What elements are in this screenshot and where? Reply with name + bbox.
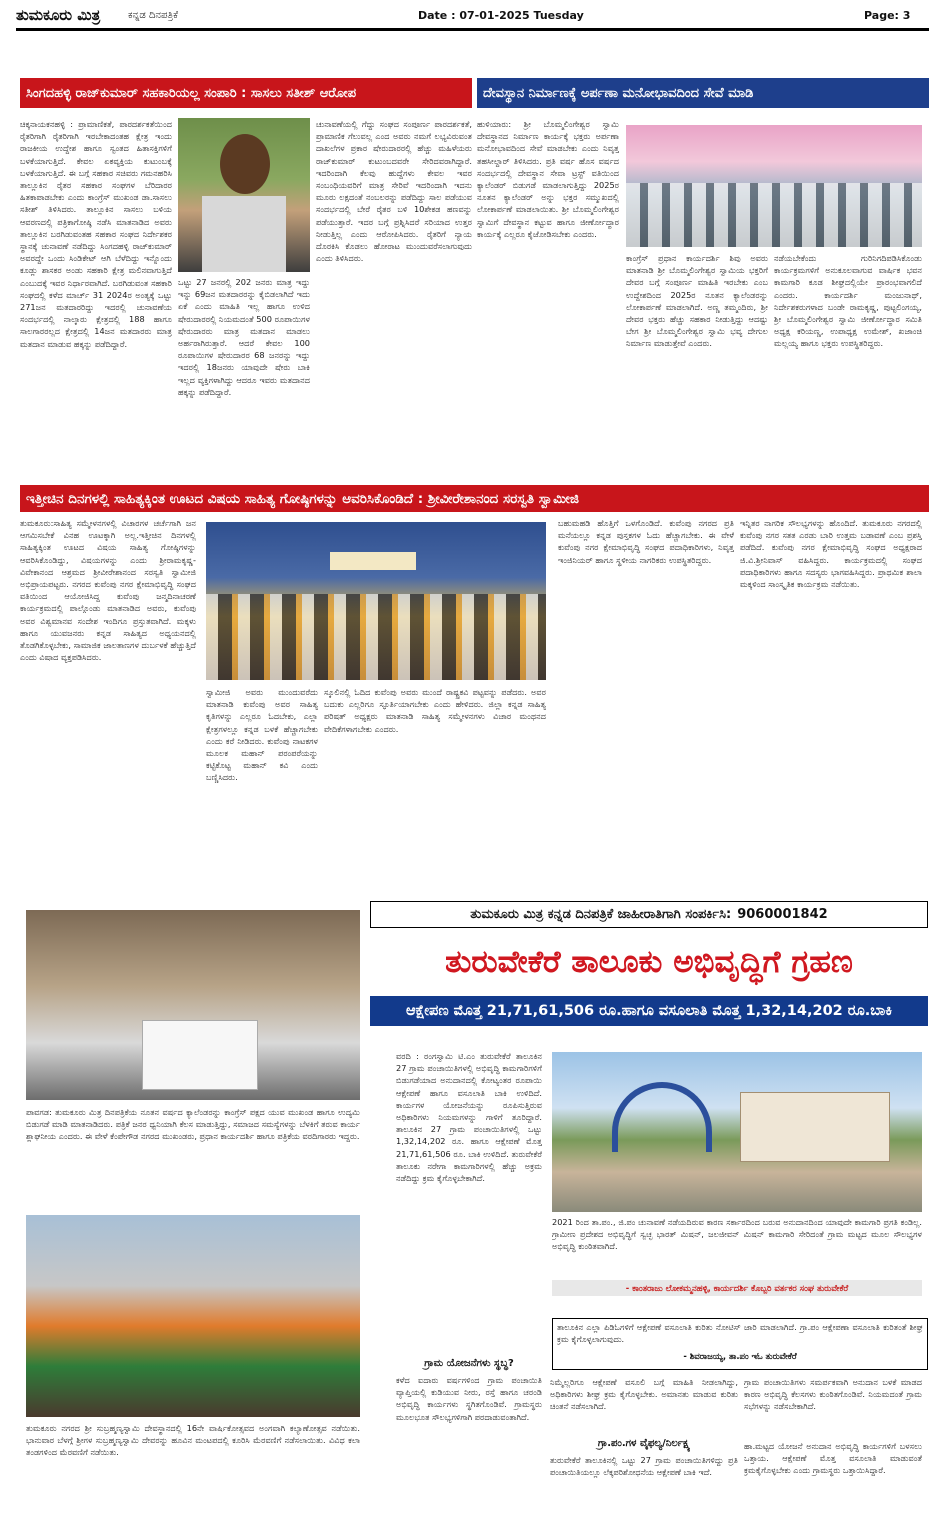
calendar-release-photo xyxy=(26,910,360,1100)
entrance-arch xyxy=(612,1082,712,1152)
turuvekere-column-1c: ನಿಮ್ಮೆಲ್ಲರಿಗೂ ಆಕ್ಷೇಪಣೆ ವಸೂಲಿ ಬಗ್ಗೆ ಮಾಹಿತಿ ನೀಡಲಾಗಿದ್ದು, ಅಧಿಕಾರಿಗಳು ಶೀಘ್ರ ಕ್ರಮ ಕೈಗೊಳ್ಳಬೇಕು. ಅಮಾನತು ಮಾಡುವ ಕುರಿತು ಚಿಂತನೆ ನಡೆಸಲಾಗಿದೆ. xyxy=(550,1377,738,1412)
masthead-subtitle: ಕನ್ನಡ ದಿನಪತ್ರಿಕೆ xyxy=(128,10,179,21)
masthead xyxy=(16,4,929,42)
group-holding-calendars xyxy=(626,183,922,247)
turuvekere-subheading-gpfail: ಗ್ರಾ.ಪಂ.ಗಳ ವೈಫಲ್ಯ/ನಿರ್ಲಕ್ಷ್ಯ xyxy=(597,1438,691,1449)
turuvekere-subheading-grama: ಗ್ರಾಮ ಯೋಜನೆಗಳು ಸ್ಥಬ್ಧ? xyxy=(424,1358,514,1369)
masthead-rule xyxy=(16,28,929,31)
turuvekere-column-1b: ಕಳೆದ ಐದಾರು ವರ್ಷಗಳಿಂದ ಗ್ರಾಮ ಪಂಚಾಯಿತಿ ವ್ಯಾಪ್ತಿಯಲ್ಲಿ ಕುಡಿಯುವ ನೀರು, ರಸ್ತೆ ಹಾಗೂ ಚರಂಡಿ ಅಭಿವೃದ್ಧಿ ಕಾರ್ಯಗಳು ಸ್ಥಗಿತಗೊಂಡಿವೆ. ಗ್ರಾಮಸ್ಥರು ಮೂಲಭೂತ ಸೌಲಭ್ಯಗಳಿಗಾಗಿ ಪರದಾಡುವಂತಾಗಿದೆ. xyxy=(396,1375,542,1422)
story3-photo xyxy=(206,522,546,680)
story3-column-3: ಸ್ಕೂಲಿನಲ್ಲಿ ಓದಿದ ಕುವೆಂಪು ಅವರು ಮುಂದೆ ರಾಷ್ಟ್ರಕವಿ ಪಟ್ಟವನ್ನು ಪಡೆದರು. ಅವರ ಬದುಕು ಎಲ್ಲರಿಗೂ ಸ್ಫೂರ್ತಿಯಾಗಬೇಕು ಎಂದು ಹೇಳಿದರು. ಜಿಲ್ಲಾ ಕನ್ನಡ ಸಾಹಿತ್ಯ ಪರಿಷತ್ ಅಧ್ಯಕ್ಷರು ಮಾತನಾಡಿ ಸಾಹಿತ್ಯ ಸಮ್ಮೇಳನಗಳು ವಿಚಾರ ಮಂಥನದ ವೇದಿಕೆಗಳಾಗಬೇಕು ಎಂದರು. xyxy=(324,687,546,734)
story2-column-2: ಕಾಂಗ್ರೆಸ್ ಪ್ರಧಾನ ಕಾರ್ಯದರ್ಶಿ ಶಿವು ಅವರು ಮಾತನಾಡಿ ಶ್ರೀ ಬೊಮ್ಮಲಿಂಗೇಶ್ವರ ಸ್ವಾಮಿಯ ಭಕ್ತರಿಗೆ ದೇವರ ಬಗ್ಗೆ ಸಂಪೂರ್ಣ ಮಾಹಿತಿ ಇರಬೇಕು ಎಂಬ ಉದ್ದೇಶದಿಂದ 2025ರ ನೂತನ ಕ್ಯಾಲೆಂಡರನ್ನು ಲೋಕಾರ್ಪಣೆ ಮಾಡಲಾಗಿದೆ. ಅಣ್ಣ ತಮ್ಮಂದಿರು, ಶ್ರೀ ದೇವರ ಭಕ್ತರು ಹೆಚ್ಚು ಸಹಕಾರ ನೀಡುತ್ತಿದ್ದು ಆದಷ್ಟು ಬೇಗ ಶ್ರೀ ಬೊಮ್ಮಲಿಂಗೇಶ್ವರ ಸ್ವಾಮಿ ಭವ್ಯ ದೇಗುಲ ನಿರ್ಮಾಣ ಮಾಡುತ್ತೇವೆ ಎಂದರು. xyxy=(626,253,768,349)
turuvekere-subheadline: ಆಕ್ಷೇಪಣ ಮೊತ್ತ 21,71,61,506 ರೂ.ಹಾಗೂ ವಸೂಲಾತಿ ಮೊತ್ತ 1,32,14,202 ರೂ.ಬಾಕಿ xyxy=(370,996,928,1026)
story3-column-2: ಸ್ವಾಮೀಜಿ ಅವರು ಮುಂದುವರೆದು ಮಾತನಾಡಿ ಕುವೆಂಪು ಅವರ ಸಾಹಿತ್ಯ ಕೃತಿಗಳನ್ನು ಎಲ್ಲರೂ ಓದಬೇಕು, ಎಲ್ಲಾ ಕ್ಷೇತ್ರಗಳಲ್ಲೂ ಕನ್ನಡ ಬಳಕೆ ಹೆಚ್ಚಾಗಬೇಕು ಎಂದು ಕರೆ ನೀಡಿದರು. ಕುವೆಂಪು ನಾಟಕಗಳ ಮೂಲಕ ಮಹಾನ್ ಪರಂಪರೆಯನ್ನು ಕಟ್ಟಿಕೊಟ್ಟ ಮಹಾನ್ ಕವಿ ಎಂದು ಬಣ್ಣಿಸಿದರು. xyxy=(206,687,318,783)
turuvekere-column-3b: ಹಾ.ಮಟ್ಟದ ಯೋಜನೆ ಅನುದಾನ ಅಭಿವೃದ್ಧಿ ಕಾರ್ಯಗಳಿಗೆ ಬಳಸಲು ಒತ್ತಾಯ. ಆಕ್ಷೇಪಣೆ ಮೊತ್ತ ವಸೂಲಾತಿ ಮಾಡುವಂತೆ ಕ್ರಮಕೈಗೊಳ್ಳಬೇಕು ಎಂದು ಗ್ರಾಮಸ್ಥರು ಒತ್ತಾಯಿಸಿದ್ದಾರೆ. xyxy=(744,1441,922,1476)
story1-headline: ಸಿಂಗದಹಳ್ಳಿ ರಾಜ್‌ಕುಮಾರ್ ಸಹಕಾರಿಯಲ್ಲ ಸಂಪಾರಿ : ಸಾಸಲು ಸತೀಶ್ ಆರೋಪ xyxy=(20,78,472,108)
turuvekere-column-3a: ಗ್ರಾಮ ಪಂಚಾಯಿತಿಗಳು ಸಮರ್ಪಕವಾಗಿ ಅನುದಾನ ಬಳಕೆ ಮಾಡದ ಕಾರಣ ಅಭಿವೃದ್ಧಿ ಕೆಲಸಗಳು ಕುಂಠಿತಗೊಂಡಿವೆ. ನಿಯಮದಂತೆ ಗ್ರಾಮ ಸಭೆಗಳನ್ನು ನಡೆಸಬೇಕಾಗಿದೆ. xyxy=(744,1377,922,1412)
turuvekere-column-1d: ತುರುವೇಕೆರೆ ತಾಲೂಕಿನಲ್ಲಿ ಒಟ್ಟು 27 ಗ್ರಾಮ ಪಂಚಾಯಿತಿಗಳಿದ್ದು ಪ್ರತಿ ಪಂಚಾಯಿತಿಯಲ್ಲೂ ಲೆಕ್ಕಪರಿಶೋಧನೆಯ ಆಕ್ಷೇಪಣೆ ಬಾಕಿ ಇದೆ. xyxy=(550,1455,738,1478)
person-head xyxy=(220,134,270,194)
page-number: Page: 3 xyxy=(864,9,911,22)
story2-column-3: ನಡೆಯಬೇಕೆಂದು ಗುರಿನಿಗದಿಪಡಿಸಿಕೊಂಡು ಕಾರ್ಯಕ್ರಮಗಳಿಗೆ ಅನುಕೂಲವಾಗುವ ವಾರ್ಷಿಕ ಭವನ ಕಾಮಗಾರಿ ಕೂಡ ಶೀಘ್ರದಲ್ಲಿಯೇ ಪ್ರಾರಂಭವಾಗಲಿದೆ ಎಂದರು. ಕಾರ್ಯದರ್ಶಿ ಮಂಜುನಾಥ್, ನಿರ್ದೇಶಕರುಗಳಾದ ಬಂಡೇ ರಾಮಕೃಷ್ಣ, ಪುಟ್ಟಲಿಂಗಯ್ಯ, ಶ್ರೀ ಬೊಮ್ಮಲಿಂಗೇಶ್ವರ ಸ್ವಾಮಿ ಜೀರ್ಣೋದ್ಧಾರ ಸಮಿತಿ ಅಧ್ಯಕ್ಷ ಕರಿಯಣ್ಣ, ಉಪಾಧ್ಯಕ್ಷ ಉಮೇಶ್, ಖಜಾಂಚಿ ಮಲ್ಲಯ್ಯ ಹಾಗೂ ಭಕ್ತರು ಉಪಸ್ಥಿತರಿದ್ದರು. xyxy=(774,253,922,349)
calendar-story-caption: ಪಾವಗಡ: ತುಮಕೂರು ಮಿತ್ರ ದಿನಪತ್ರಿಕೆಯ ನೂತನ ವರ್ಷದ ಕ್ಯಾಲೆಂಡರನ್ನು ಕಾಂಗ್ರೆಸ್ ಪಕ್ಷದ ಯುವ ಮುಖಂಡ ಹಾಗೂ ಉದ್ಯಮಿ ಬಿಡುಗಡೆ ಮಾಡಿ ಮಾತನಾಡಿದರು. ಪತ್ರಿಕೆ ಜನರ ಧ್ವನಿಯಾಗಿ ಕೆಲಸ ಮಾಡುತ್ತಿದ್ದು, ಸಮಾಜದ ಸಮಸ್ಯೆಗಳನ್ನು ಬೆಳಕಿಗೆ ತರುವ ಕಾರ್ಯ ಶ್ಲಾಘನೀಯ ಎಂದರು. ಈ ವೇಳೆ ಕೆಂಪೇಗೌಡ ನಗರದ ಮುಖಂಡರು, ಪ್ರಧಾನ ಕಾರ್ಯದರ್ಶಿ ಹಾಗೂ ಪತ್ರಿಕೆಯ ವರದಿಗಾರರು ಇದ್ದರು. xyxy=(26,1107,360,1142)
official-statement-text: ತಾಲೂಕಿನ ಎಲ್ಲಾ ಪಿಡಿಓಗಳಿಗೆ ಆಕ್ಷೇಪಣೆ ವಸೂಲಾತಿ ಕುರಿತು ನೋಟಿಸ್ ಜಾರಿ ಮಾಡಲಾಗಿದೆ. ಗ್ರಾ.ಪಂ ಆಕ್ಷೇಪಣಾ ವಸೂಲಾತಿ ಕುರಿತಂತೆ ಶೀಘ್ರ ಕ್ರಮ ಕೈಗೊಳ್ಳಲಾಗುವುದು. xyxy=(557,1322,923,1345)
story3-column-5: ಇನ್ನಿತರ ನಾಗರಿಕ ಸೌಲಭ್ಯಗಳನ್ನು ಹೊಂದಿದೆ. ತುಮಕೂರು ನಗರದಲ್ಲಿ ಕುವೆಂಪು ನಗರ ಸತತ ಎರಡು ಬಾರಿ ಉತ್ತಮ ಬಡಾವಣೆ ಎಂಬ ಪ್ರಶಸ್ತಿ ಪಡೆದಿದೆ. ಕುವೆಂಪು ನಗರ ಕ್ಷೇಮಾಭಿವೃದ್ಧಿ ಸಂಘದ ಅಧ್ಯಕ್ಷರಾದ ಜಿ.ವಿ.ಶ್ರೀನಿವಾಸ್ ವಹಿಸಿದ್ದರು. ಕಾರ್ಯಕ್ರಮದಲ್ಲಿ ಸಂಘದ ಪದಾಧಿಕಾರಿಗಳು ಹಾಗೂ ಸದಸ್ಯರು ಭಾಗವಹಿಸಿದ್ದರು. ಪ್ರಾಥಮಿಕ ಶಾಲಾ ಮಕ್ಕಳಿಂದ ಸಾಂಸ್ಕೃತಿಕ ಕಾರ್ಯಕ್ರಮ ನಡೆಯಿತು. xyxy=(740,518,922,590)
story1-column-1: ಚಿಕ್ಕನಾಯಕನಹಳ್ಳಿ : ಪ್ರಾಮಾಣಿಕತೆ, ಪಾರದರ್ಶಕತೆಯಿಂದ ರೈತರಿಗಾಗಿ ರೈತರಿಗಾಗಿ ಇರಬೇಕಾದಂತಹ ಕ್ಷೇತ್ರ ಇಂದು ರಾಜಕೀಯ ಉದ್ದೇಶ ಹಾಗೂ ಸ್ವಂತದ ಹಿತಾಸಕ್ತಿಗಳಿಗೆ ಬಳಕೆಯಾಗುತ್ತಿದೆ. ಕೇವಲ ಏಕವ್ಯಕ್ತಿಯ ಕುಟುಂಬಕ್ಕೆ ಬಳಕೆಯಾಗುತ್ತಿದೆ. ಈ ಬಗ್ಗೆ ಸಹಕಾರ ಸಚಿವರು ಗಮನಹರಿಸಿ ತಾಲ್ಲೂಕಿನ ರೈತರ ಸಹಕಾರ ಸಂಘಗಳ ಬೆರಿದಾರರ ಹಿತಕಾಪಾಡಬೇಕು ಎಂದು ಕಾಂಗ್ರೆಸ್ ಮುಖಂಡ ಡಾ.ಸಾಸಲು ಸತೀಶ್ ತಿಳಿಸಿದರು. ತಾಲ್ಲೂಕಿನ ಸಾಸಲು ಬಳಿಯ ಆವರಣದಲ್ಲಿ ಪತ್ರಿಕಾಗೋಷ್ಠಿ ನಡೆಸಿ ಮಾತನಾಡಿದ ಅವರು ತಾಲ್ಲೂಕಿನ ಬರಗಿಡುವಂತಹ ಸಹಕಾರ ಸಂಘದ ನಿರ್ದೇಶಕರ ಸ್ಥಾನಕ್ಕೆ ಚುನಾವಣೆ ನಡೆದಿದ್ದು ಸಿಂಗದಹಳ್ಳಿ ರಾಜ್‌ಕುಮಾರ್ ಅವರದ್ದೇ ಒಂದು ಸಿಂಡಿಕೇಟ್ ಆಗಿ ಬೆಳೆದಿದ್ದು ಇನ್ನೊಂದು ಕೂಡ್ಲು ಶಾಸಕರ ಅಂಡು ಸಹಕಾರಿ ಕ್ಷೇತ್ರ ಮಲಿನವಾಗುತ್ತಿದೆ ಎಂಬುದಕ್ಕೆ ಇವರ ನಿರ್ಧಾರವಾಗಿದೆ. ಬರಗಿಡುವಂತ ಸಹಕಾರಿ ಸಂಘದಲ್ಲಿ ಕಳೆದ ಮಾರ್ಚ್ 31 2024ರ ಅಂತ್ಯಕ್ಕೆ ಒಟ್ಟು 271ಜನ ಮತದಾರರಿದ್ದು ಇದರಲ್ಲಿ ಚುನಾವಣೆಯ ಸಂದರ್ಭದಲ್ಲಿ ನಾಲ್ಕಾರು ಕ್ಷೇತ್ರದಲ್ಲಿ 188 ಹಾಗೂ ಸಾಲಗಾರರಲ್ಲದ ಕ್ಷೇತ್ರದಲ್ಲಿ 14ಜನ ಮತದಾರರು ಮಾತ್ರ ಮತದಾನ ಮಾಡುವ ಹಕ್ಕನ್ನು ಪಡೆದಿದ್ದಾರೆ. xyxy=(20,119,172,349)
stage-banner xyxy=(330,552,416,570)
story3-column-4: ಬಹುಮಹಡಿ ಹೊತ್ತಿಗೆ ಒಳಗೊಂಡಿದೆ. ಕುವೆಂಪು ನಗರದ ಪ್ರತಿ ಮನೆಯಲ್ಲೂ ಕನ್ನಡ ಪುಸ್ತಕಗಳ ಓದು ಹೆಚ್ಚಾಗಬೇಕು. ಈ ವೇಳೆ ಕುವೆಂಪು ನಗರ ಕ್ಷೇಮಾಭಿವೃದ್ಧಿ ಸಂಘದ ಪದಾಧಿಕಾರಿಗಳು, ನಿವೃತ್ತ ಇಂಜಿನಿಯರ್ ಹಾಗೂ ಸ್ಥಳೀಯ ನಾಗರಿಕರು ಉಪಸ್ಥಿತರಿದ್ದರು. xyxy=(558,518,734,565)
calendar-held-up xyxy=(142,1020,258,1090)
procession-photo xyxy=(26,1215,360,1417)
story3-headline: ಇತ್ತೀಚಿನ ದಿನಗಳಲ್ಲಿ ಸಾಹಿತ್ಯಕ್ಕಿಂತ ಊಟದ ವಿಷಯ ಸಾಹಿತ್ಯ ಗೋಷ್ಠಿಗಳನ್ನು ಆವರಿಸಿಕೊಂಡಿದೆ : ಶ್ರೀವೀರೇಶಾನಂದ ಸರಸ್ವತಿ ಸ್ವಾಮೀಜಿ xyxy=(20,485,929,512)
story3-column-1: ತುಮಕೂರು:ಸಾಹಿತ್ಯ ಸಮ್ಮೇಳನಗಳಲ್ಲಿ ವಿಚಾರಗಳ ಚರ್ಚೆಗಾಗಿ ಜನ ಆಗಮಿಸಬೇಕೆ ವಿನಹ ಊಟಕ್ಕಾಗಿ ಅಲ್ಲ.ಇತ್ತೀಚಿನ ದಿನಗಳಲ್ಲಿ ಸಾಹಿತ್ಯಕ್ಕಿಂತ ಊಟದ ವಿಷಯ ಸಾಹಿತ್ಯ ಗೋಷ್ಠಿಗಳನ್ನು ಆವರಿಸಿಕೊಂಡಿದ್ದು, ವಿಷಯಗಳನ್ನು ಎಂದು ಶ್ರೀರಾಮಕೃಷ್ಣ-ವಿವೇಕಾನಂದ ಆಶ್ರಮದ ಶ್ರೀವೀರೇಶಾನಂದ ಸರಸ್ವತಿ ಸ್ವಾಮೀಜಿ ಅಭಿಪ್ರಾಯಪಟ್ಟರು. ನಗರದ ಕುವೆಂಪು ನಗರ ಕ್ಷೇಮಾಭಿವೃದ್ಧಿ ಸಂಘದ ವತಿಯಿಂದ ಆಯೋಜಿಸಿದ್ದ ಕುವೆಂಪು ಜನ್ಮದಿನಾಚರಣೆ ಕಾರ್ಯಕ್ರಮದಲ್ಲಿ ಪಾಲ್ಗೊಂಡು ಮಾತನಾಡಿದ ಅವರು, ಕುವೆಂಪು ಅವರ ವಿಶ್ವಮಾನವ ಸಂದೇಶ ಇಂದಿಗೂ ಪ್ರಸ್ತುತವಾಗಿದೆ. ಮಕ್ಕಳು ಹಾಗೂ ಯುವಜನರು ಕನ್ನಡ ಸಾಹಿತ್ಯದ ಅಧ್ಯಯನದಲ್ಲಿ ತೊಡಗಿಕೊಳ್ಳಬೇಕು, ಸಾಮಾಜಿಕ ಜಾಲತಾಣಗಳ ದುರ್ಬಳಕೆ ಹೆಚ್ಚುತ್ತಿದೆ ಎಂದು ವಿಷಾದ ವ್ಯಕ್ತಪಡಿಸಿದರು. xyxy=(20,518,196,663)
masthead-logo: ತುಮಕೂರು ಮಿತ್ರ xyxy=(16,6,101,24)
story2-photo xyxy=(626,125,922,247)
procession-story-caption: ತುಮಕೂರು ನಗರದ ಶ್ರೀ ಸುಬ್ರಹ್ಮಣ್ಯಸ್ವಾಮಿ ದೇವಸ್ಥಾನದಲ್ಲಿ 16ನೇ ವಾರ್ಷಿಕೋತ್ಸವದ ಅಂಗವಾಗಿ ಕಲ್ಯಾಣೋತ್ಸವ ನಡೆಯಿತು. ಭಾನುವಾರ ಬೆಳಗ್ಗೆ ಶ್ರೀಗಳ ಸುಬ್ರಹ್ಮಣ್ಯಸ್ವಾಮಿ ದೇವರನ್ನು ಹೂವಿನ ಮಂಟಪದಲ್ಲಿ ಕೂರಿಸಿ ಮೆರವಣಿಗೆ ನಡೆಸಲಾಯಿತು. ವಿವಿಧ ಕಲಾ ತಂಡಗಳಿಂದ ಮೆರವಣಿಗೆ ನಡೆಯಿತು. xyxy=(26,1423,360,1458)
turuvekere-quote-1: - ಕಾಂತರಾಜು ಲೋಕಮ್ಮನಹಳ್ಳಿ, ಕಾರ್ಯದರ್ಶಿ ಕೊಬ್ಬರಿ ವರ್ತಕರ ಸಂಘ ತುರುವೇಕೆರೆ xyxy=(552,1280,922,1296)
dignitaries-on-stage xyxy=(206,594,546,680)
official-statement-attribution: - ಶಿವರಾಜಯ್ಯ, ತಾ.ಪಂ ಇಓ ತುರುವೇಕೆರೆ xyxy=(683,1351,797,1361)
story1-photo xyxy=(178,118,310,272)
panchayat-office-photo xyxy=(552,1052,922,1212)
story1-column-3: ಚುನಾವಣೆಯಲ್ಲಿ ಗೆದ್ದು ಸಂಘದ ಸಂಪೂರ್ಣ ಪಾರದರ್ಶಕತೆ, ಪ್ರಾಮಾಣಿಕ ಗೆಲುವಲ್ಲ ಎಂದ ಅವರು ನಮಗೆ ಲಭ್ಯವಿರುವಂತ ದಾಖಲೆಗಳ ಪ್ರಕಾರ ಷೇರುದಾರರಲ್ಲಿ ಹೆಚ್ಚು ಮಹಿಳೆಯರು ರಾಜ್‌ಕುಮಾರ್ ಕುಟುಂಬದವರೇ ಸೇರಿದವರಾಗಿದ್ದಾರೆ. ಇದರಿಂದಾಗಿ ಕೆಲವು ಹುದ್ದೆಗಳು ಕೇವಲ ಇವರ ಸಂಬಂಧಿಯವರಿಗೆ ಮಾತ್ರ ಸೇರಿವೆ ಇದರಿಂದಾಗಿ ಇದನು ಮೂರು ಲಕ್ಷದಂತೆ ನಂಬಲರನ್ನು ಪಡೆದಿದ್ದು ಸಾಲ ಪಡೆಯುವ ಸಂದರ್ಭದಲ್ಲಿ ಬೇರೆ ರೈತರ ಬಳಿ 10ಶೇಕಡ ಹಣವನ್ನು ಪಡೆಯುತ್ತಾರೆ. ಇದರ ಬಗ್ಗೆ ಪ್ರಶ್ನಿಸಿದರೆ ಸರಿಯಾದ ಉತ್ತರ ನೀಡುತ್ತಿಲ್ಲ ಎಂದು ಆರೋಪಿಸಿದರು. ರೈತರಿಗೆ ನ್ಯಾಯ ದೊರಕಿಸಿ ಕೊಡಲು ಹೋರಾಟ ಮುಂದುವರೆಸಲಾಗುವುದು ಎಂದು ತಿಳಿಸಿದರು. xyxy=(316,119,472,264)
ad-label: ತುಮಕೂರು ಮಿತ್ರ ಕನ್ನಡ ದಿನಪತ್ರಿಕೆ ಜಾಹೀರಾತಿಗಾಗಿ ಸಂಪರ್ಕಿಸಿ: xyxy=(470,907,732,922)
ad-phone-number: 9060001842 xyxy=(737,907,828,922)
office-building xyxy=(740,1092,890,1162)
page-date: Date : 07-01-2025 Tuesday xyxy=(418,9,584,22)
advertisement-contact-banner xyxy=(370,901,928,928)
story2-headline: ದೇವಸ್ಥಾನ ನಿರ್ಮಾಣಕ್ಕೆ ಅರ್ಪಣಾ ಮನೋಭಾವದಿಂದ ಸೇವೆ ಮಾಡಿ xyxy=(477,78,929,108)
turuvekere-headline: ತುರುವೇಕೆರೆ ತಾಲೂಕು ಅಭಿವೃದ್ಧಿಗೆ ಗ್ರಹಣ xyxy=(445,943,853,980)
document-paper xyxy=(202,196,286,272)
story2-column-1: ಹುಳಿಯಾರು: ಶ್ರೀ ಬೊಮ್ಮಲಿಂಗೇಶ್ವರ ಸ್ವಾಮಿ ದೇವಸ್ಥಾನದ ನಿರ್ಮಾಣ ಕಾರ್ಯಕ್ಕೆ ಭಕ್ತರು ಅರ್ಪಣಾ ಮನೋಭಾವದಿಂದ ಸೇವೆ ಮಾಡಬೇಕು ಎಂದು ನಿವೃತ್ತ ತಹಸೀಲ್ದಾರ್ ತಿಳಿಸಿದರು. ಪ್ರತಿ ವರ್ಷ ಹೊಸ ವರ್ಷದ ಸಂದರ್ಭದಲ್ಲಿ ದೇವಸ್ಥಾನ ಸೇವಾ ಟ್ರಸ್ಟ್ ವತಿಯಿಂದ ಕ್ಯಾಲೆಂಡರ್ ಬಿಡುಗಡೆ ಮಾಡಲಾಗುತ್ತಿದ್ದು 2025ರ ನೂತನ ಕ್ಯಾಲೆಂಡರ್ ಅನ್ನು ಭಕ್ತರ ಸಮ್ಮುಖದಲ್ಲಿ ಲೋಕಾರ್ಪಣೆ ಮಾಡಲಾಯಿತು. ಶ್ರೀ ಬೊಮ್ಮಲಿಂಗೇಶ್ವರ ಸ್ವಾಮಿಗೆ ದೇವಸ್ಥಾನ ಕಟ್ಟುವ ಹಾಗೂ ಜೀರ್ಣೋದ್ಧಾರ ಕಾರ್ಯಕ್ಕೆ ಎಲ್ಲರೂ ಕೈಜೋಡಿಸಬೇಕು ಎಂದರು. xyxy=(477,119,619,239)
turuvekere-column-2: 2021 ರಿಂದ ತಾ.ಪಂ., ಜಿ.ಪಂ ಚುನಾವಣೆ ನಡೆಯದಿರುವ ಕಾರಣ ಸರ್ಕಾರದಿಂದ ಬರುವ ಅನುದಾನದಿಂದ ಯಾವುದೇ ಕಾಮಗಾರಿ ಪ್ರಗತಿ ಕಂಡಿಲ್ಲ. ಗ್ರಾಮೀಣ ಪ್ರದೇಶದ ಅಭಿವೃದ್ಧಿಗೆ ಸ್ವಚ್ಛ ಭಾರತ್ ಮಿಷನ್, ಜಲಜೀವನ್ ಮಿಷನ್ ಕಾಮಗಾರಿ ಸೇರಿದಂತೆ ಗ್ರಾಮ ಮಟ್ಟದ ಮೂಲ ಸೌಲಭ್ಯಗಳ ಅಭಿವೃದ್ಧಿ ಕುಂಠಿತವಾಗಿದೆ. xyxy=(552,1217,922,1252)
story1-column-2: ಒಟ್ಟು 27 ಜನರಲ್ಲಿ 202 ಜನರು ಮಾತ್ರ ಇದ್ದು ಇನ್ನು 69ಜನ ಮತದಾರರನ್ನು ಕೈಬಿಡಲಾಗಿದೆ ಇದು ಏಕೆ ಎಂದು ಮಾಹಿತಿ ಇಲ್ಲ ಹಾಗೂ ಉಳಿದ ಷೇರುದಾರರಲ್ಲಿ ನಿಯಮದಂತೆ 500 ರೂಪಾಯಿಗಳ ಷೇರುದಾರರು ಮಾತ್ರ ಮತದಾನ ಮಾಡಲು ಅರ್ಹರಾಗಿರುತ್ತಾರೆ. ಆದರೆ ಕೇವಲ 100 ರೂಪಾಯಿಗಳ ಷೇರುದಾರರ 68 ಜನರನ್ನು ಇದ್ದು ಇದರಲ್ಲಿ 18ಜನರು ಯಾವುದೇ ಷೇರು ಬಾಕಿ ಇಲ್ಲದ ವ್ಯಕ್ತಿಗಳಾಗಿದ್ದು ಆದರೂ ಇವರು ಮತದಾನದ ಹಕ್ಕನ್ನು ಪಡೆದಿದ್ದಾರೆ. xyxy=(178,277,310,397)
official-statement-box xyxy=(552,1318,928,1370)
turuvekere-column-1: ವರದಿ : ರಂಗಸ್ವಾಮಿ ಟಿ.ಎಂ ತುರುವೇಕೆರೆ ತಾಲೂಕಿನ 27 ಗ್ರಾಮ ಪಂಚಾಯಿತಿಗಳಲ್ಲಿ ಅಭಿವೃದ್ಧಿ ಕಾಮಗಾರಿಗಳಿಗೆ ಬಿಡುಗಡೆಯಾದ ಅನುದಾನದಲ್ಲಿ ಕೋಟ್ಯಂತರ ರೂಪಾಯಿ ಆಕ್ಷೇಪಣೆ ಹಾಗೂ ವಸೂಲಾತಿ ಬಾಕಿ ಉಳಿದಿದೆ. ಕಾರ್ಯಗಳ ಯೋಜನೆಯನ್ನು ರೂಪಿಸುತ್ತಿರುವ ಅಧಿಕಾರಿಗಳು ನಿಯಮಗಳನ್ನು ಗಾಳಿಗೆ ತೂರಿದ್ದಾರೆ. ತಾಲೂಕಿನ 27 ಗ್ರಾಮ ಪಂಚಾಯಿತಿಗಳಲ್ಲಿ ಒಟ್ಟು 1,32,14,202 ರೂ. ಹಾಗೂ ಆಕ್ಷೇಪಣೆ ಮೊತ್ತ 21,71,61,506 ರೂ. ಬಾಕಿ ಉಳಿದಿದೆ. ತುರುವೇಕೆರೆ ತಾಲೂಕು ನರೇಗಾ ಕಾಮಗಾರಿಗಳಲ್ಲಿ ಹೆಚ್ಚು ಅಕ್ರಮ ನಡೆದಿದ್ದು ಕ್ರಮ ಕೈಗೊಳ್ಳಬೇಕಾಗಿದೆ. xyxy=(396,1051,542,1184)
